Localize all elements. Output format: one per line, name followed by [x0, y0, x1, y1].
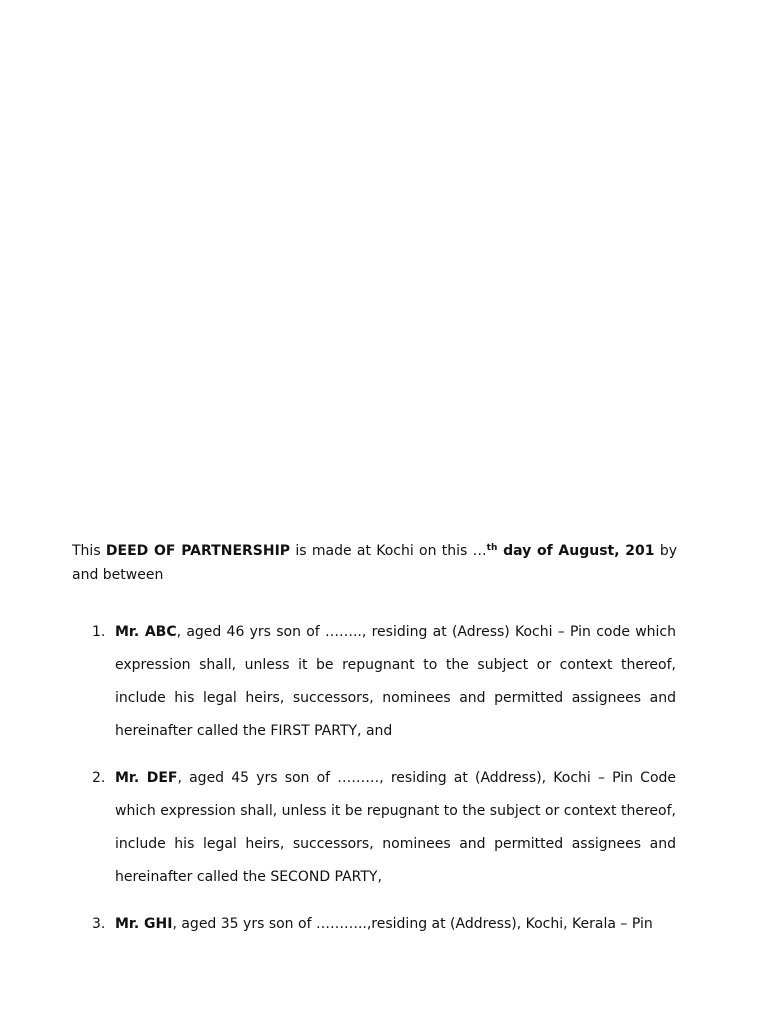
intro-paragraph [72, 539, 677, 587]
intro-text-3: by and between [72, 543, 677, 583]
intro-date: day of August, 201 [497, 543, 655, 559]
party-name: Mr. GHI [115, 916, 173, 932]
deed-title: DEED OF PARTNERSHIP [105, 543, 291, 559]
party-item-3 [92, 908, 676, 941]
party-name: Mr. DEF [115, 770, 178, 786]
party-number: 2. [92, 770, 106, 786]
party-description: , aged 45 yrs son of ………, residing at (Address), Kochi – Pin Code which expression shall, unless it be repugnant to the subject or context thereof, include his legal heirs, successors, nominees and permitted assignees and hereinafter called the SECOND PARTY, [115, 770, 677, 885]
intro-text-1: This [72, 543, 106, 559]
ordinal-suffix: th [486, 543, 498, 553]
party-description: , aged 46 yrs son of …….., residing at (Adress) Kochi – Pin code which expression shall, unless it be repugnant to the subject or context thereof, include his legal heirs, successors, nominees and permitted assignees and hereinafter called the FIRST PARTY, and [115, 624, 676, 739]
party-description: , aged 35 yrs son of ………..,residing at (Address), Kochi, Kerala – Pin [172, 916, 653, 932]
party-number: 1. [92, 624, 106, 640]
intro-text-2: is made at Kochi on this … [290, 543, 487, 559]
party-item-2 [92, 762, 677, 894]
party-list [92, 616, 677, 955]
party-name: Mr. ABC [115, 624, 177, 640]
party-item-1 [92, 616, 676, 748]
party-number: 3. [92, 916, 106, 932]
